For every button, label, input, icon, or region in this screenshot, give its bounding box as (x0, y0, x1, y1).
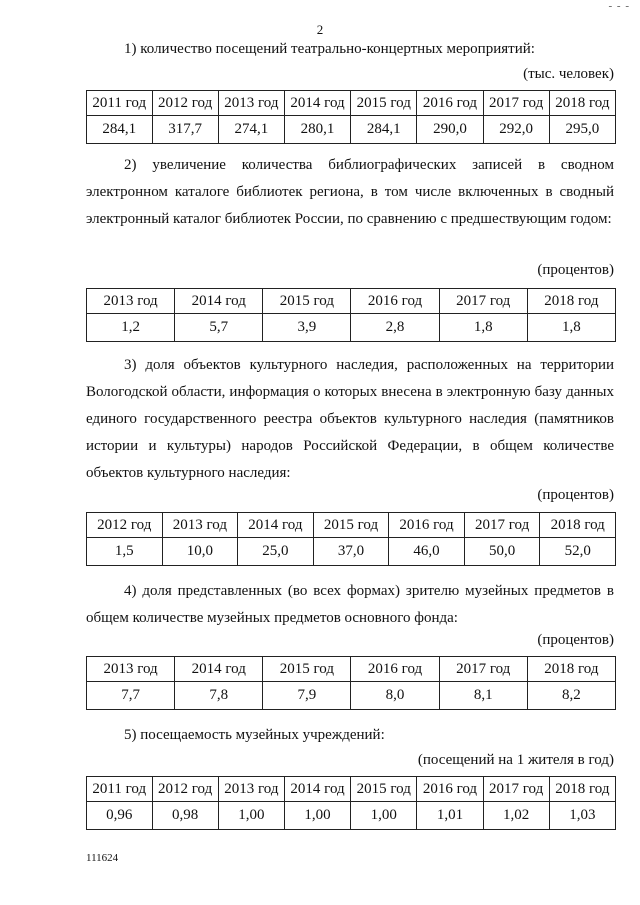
table-1-header: 2013 год (218, 91, 284, 116)
table-5-header: 2013 год (218, 777, 284, 802)
table-5-header: 2016 год (417, 777, 483, 802)
table-1-cell: 284,1 (351, 116, 417, 144)
section-2-text: 2) увеличение количества библиографических записей в сводном электронном каталоге библиотек региона, в том числе включенных в сводный электронный каталог библиотек России, по сравнению с предшествующим годом: (86, 157, 614, 227)
table-3-header: 2013 год (162, 513, 238, 538)
table-1-cell: 292,0 (483, 116, 549, 144)
table-4-header: 2016 год (351, 657, 439, 682)
table-1-header: 2014 год (284, 91, 350, 116)
table-5-cell: 1,00 (351, 802, 417, 830)
table-1-cell: 284,1 (87, 116, 153, 144)
table-3-header: 2014 год (238, 513, 314, 538)
table-3-cell: 52,0 (540, 538, 616, 566)
section-4-unit: (процентов) (537, 632, 614, 648)
table-2-header: 2014 год (175, 289, 263, 314)
table-2-header: 2015 год (263, 289, 351, 314)
table-5-cell: 1,01 (417, 802, 483, 830)
table-4-cell: 7,8 (175, 682, 263, 710)
table-4-header: 2015 год (263, 657, 351, 682)
table-1-header: 2011 год (87, 91, 153, 116)
table-1-cell: 295,0 (549, 116, 615, 144)
table-3-cell: 25,0 (238, 538, 314, 566)
table-4-cell: 7,7 (87, 682, 175, 710)
table-4-header: 2013 год (87, 657, 175, 682)
table-1-header: 2016 год (417, 91, 483, 116)
table-4 (86, 656, 616, 710)
table-3-header: 2015 год (313, 513, 389, 538)
table-1-header: 2015 год (351, 91, 417, 116)
table-5 (86, 776, 616, 830)
table-3-header: 2012 год (87, 513, 163, 538)
table-3-cell: 37,0 (313, 538, 389, 566)
table-5-header: 2014 год (284, 777, 350, 802)
table-1-cell: 290,0 (417, 116, 483, 144)
table-5-cell: 0,96 (87, 802, 153, 830)
table-5-cell: 1,02 (483, 802, 549, 830)
table-1 (86, 90, 616, 144)
table-4-header: 2014 год (175, 657, 263, 682)
section-5-text: 5) посещаемость музейных учреждений: (124, 727, 385, 743)
table-3-cell: 46,0 (389, 538, 465, 566)
table-4-cell: 8,2 (527, 682, 615, 710)
table-3-header: 2017 год (464, 513, 540, 538)
table-5-header: 2018 год (549, 777, 615, 802)
table-5-header: 2017 год (483, 777, 549, 802)
table-5-cell: 0,98 (152, 802, 218, 830)
table-3-cell: 50,0 (464, 538, 540, 566)
table-2-header: 2017 год (439, 289, 527, 314)
table-2-cell: 3,9 (263, 314, 351, 342)
table-5-header: 2015 год (351, 777, 417, 802)
footer-code: 111624 (86, 852, 119, 864)
section-1-text: 1) количество посещений театрально-концертных мероприятий: (124, 41, 535, 57)
table-3 (86, 512, 616, 566)
table-3-header: 2016 год (389, 513, 465, 538)
table-2-cell: 1,8 (439, 314, 527, 342)
table-5-header: 2012 год (152, 777, 218, 802)
table-4-cell: 8,1 (439, 682, 527, 710)
table-3-cell: 10,0 (162, 538, 238, 566)
table-2-header: 2013 год (87, 289, 175, 314)
table-5-header: 2011 год (87, 777, 153, 802)
table-2 (86, 288, 616, 342)
table-1-cell: 280,1 (284, 116, 350, 144)
table-4-cell: 7,9 (263, 682, 351, 710)
table-2-cell: 5,7 (175, 314, 263, 342)
table-2-header: 2016 год (351, 289, 439, 314)
table-3-header: 2018 год (540, 513, 616, 538)
table-5-cell: 1,03 (549, 802, 615, 830)
section-1-unit: (тыс. человек) (523, 66, 614, 82)
table-2-cell: 1,2 (87, 314, 175, 342)
table-4-cell: 8,0 (351, 682, 439, 710)
table-1-header: 2018 год (549, 91, 615, 116)
section-2-unit: (процентов) (537, 262, 614, 278)
corner-mark: - - - (608, 0, 630, 12)
table-4-header: 2017 год (439, 657, 527, 682)
table-4-header: 2018 год (527, 657, 615, 682)
page-number: 2 (316, 22, 324, 37)
table-1-header: 2017 год (483, 91, 549, 116)
table-3-cell: 1,5 (87, 538, 163, 566)
table-2-cell: 2,8 (351, 314, 439, 342)
section-3-text: 3) доля объектов культурного наследия, расположенных на территории Вологодской области, информация о которых внесена в электронную базу данных единого государственного реестра объектов культурного наследия (памятников истории и культуры) народов Российской Федерации, в общем количестве объектов культурного наследия: (86, 357, 614, 481)
table-1-cell: 274,1 (218, 116, 284, 144)
section-4-text: 4) доля представленных (во всех формах) зрителю музейных предметов в общем количестве музейных предметов основного фонда: (86, 583, 614, 626)
table-1-cell: 317,7 (152, 116, 218, 144)
table-2-header: 2018 год (527, 289, 615, 314)
table-1-header: 2012 год (152, 91, 218, 116)
table-2-cell: 1,8 (527, 314, 615, 342)
table-5-cell: 1,00 (284, 802, 350, 830)
section-5-unit: (посещений на 1 жителя в год) (417, 752, 614, 768)
table-5-cell: 1,00 (218, 802, 284, 830)
section-3-unit: (процентов) (537, 487, 614, 503)
